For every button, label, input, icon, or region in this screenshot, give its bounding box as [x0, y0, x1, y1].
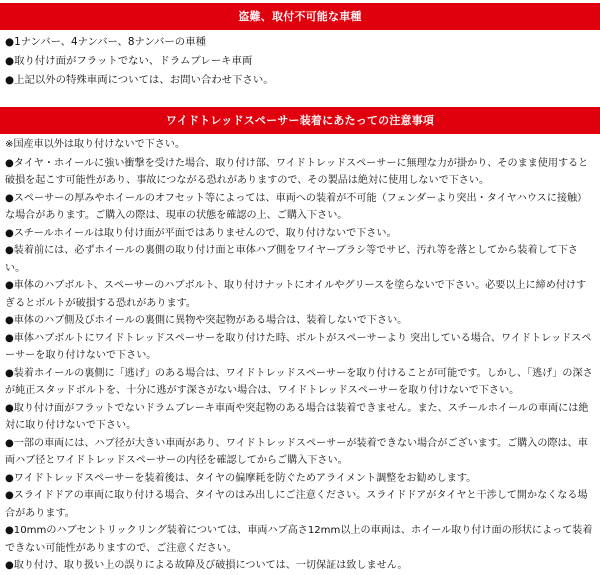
list-item: ●装着前には、必ずホイールの裏側の取り付け面と車体ハブ側をワイヤーブラシ等でサビ、汚れ等を落としてから装着して下さい。 — [5, 245, 578, 274]
incompatible-vehicles-title: 盗難、取付不可能な車種 — [238, 10, 362, 23]
list-item: ●上記以外の特殊車両については、お問い合わせ下さい。 — [5, 74, 274, 86]
installation-notes-title: ワイドトレッドスペーサー装着にあたっての注意事項 — [165, 114, 435, 127]
notice-page — [0, 3, 600, 571]
list-item: ●1ナンバー、4ナンバー、8ナンバーの車種 — [5, 36, 206, 48]
list-item: ●スライドドアの車両に取り付ける場合、タイヤのはみ出しにご注意ください。スライドドアがタイヤと干渉して開かなくなる場合があります。 — [5, 490, 588, 519]
list-item: ●車体ハブボルトにワイドトレッドスペーサーを取り付けた時、ボルトがスペーサーより 突出している場合、ワイドトレッドスペーサーを取り付けないで下さい。 — [5, 332, 592, 361]
list-item: ●スチールホイールは取り付け面が平面ではありませんので、取り付けないで下さい。 — [5, 227, 397, 239]
list-item: ●取り付け面がフラットでない、ドラムブレーキ車両 — [5, 55, 253, 67]
list-item: ●車体のハブボルト、スペーサーのハブボルト、取り付けナットにオイルやグリースを塗らないで下さい。必要以上に締め付けすぎるとボルトが破損する恐れがあります。 — [5, 280, 587, 309]
domestic-only-note: ※国産車以外は取り付けないで下さい。 — [5, 139, 186, 150]
list-item: ●装着ホイールの裏側に「逃げ」のある場合は、ワイドトレッドスペーサーを取り付けることが可能です。しかし、「逃げ」の深さが純正スタッドボルトを、十分に逃がす深さがない場合は、ワイドトレッドスペーサーを取り付けないで下さい。 — [5, 367, 593, 396]
list-item: ●車体のハブ側及びホイールの裏側に異物や突起物がある場合は、装着しないで下さい。 — [5, 315, 408, 326]
list-item: ●取り付け、取り扱い上の誤りによる故障及び破損については、一切保証は致しません。 — [5, 560, 408, 571]
list-item: ●一部の車両には、ハブ径が大きい車両があり、ワイドトレッドスペーサーが装着できない場合がございます。ご購入の際は、車両ハブ径とワイドトレッドスペーサーの内径を確認してからご購入下さい。 — [5, 437, 588, 466]
installation-notes-header — [0, 107, 600, 134]
installation-notes-list — [0, 154, 600, 575]
incompatible-vehicles-list — [0, 30, 600, 90]
list-item: ●ワイドトレッドスペーサーを装着後は、タイヤの偏摩耗を防ぐためアライメント調整をお勧めします。 — [5, 472, 477, 484]
incompatible-vehicles-header — [0, 3, 600, 30]
list-item: ●10mmのハブセントリックリング装着については、車両ハブ高さ12mm以上の車両は、ホイール取り付け面の形状によって装着できない可能性がありますので、ご注意ください。 — [5, 525, 593, 554]
list-item: ●取り付け面がフラットでないドラムブレーキ車両や突起物のある場合は装着できません。また、スチールホイールの車両には絶対に取り付けないで下さい。 — [5, 402, 589, 431]
list-item: ●スペーサーの厚みやホイールのオフセット等によっては、車両への装着が不可能（フェンダーより突出・タイヤハウスに接触）な場合があります。ご購入の際は、現車の状態を確認の上、ご購入下さい。 — [5, 192, 588, 221]
list-item: ●タイヤ・ホイールに強い衝撃を受けた場合、取り付け部、ワイドトレッドスペーサーに無理な力が掛かり、そのまま使用すると破損を起こす可能性があり、事故につながる恐れがありますので、その製品は絶対に使用しないで下さい。 — [5, 157, 589, 186]
